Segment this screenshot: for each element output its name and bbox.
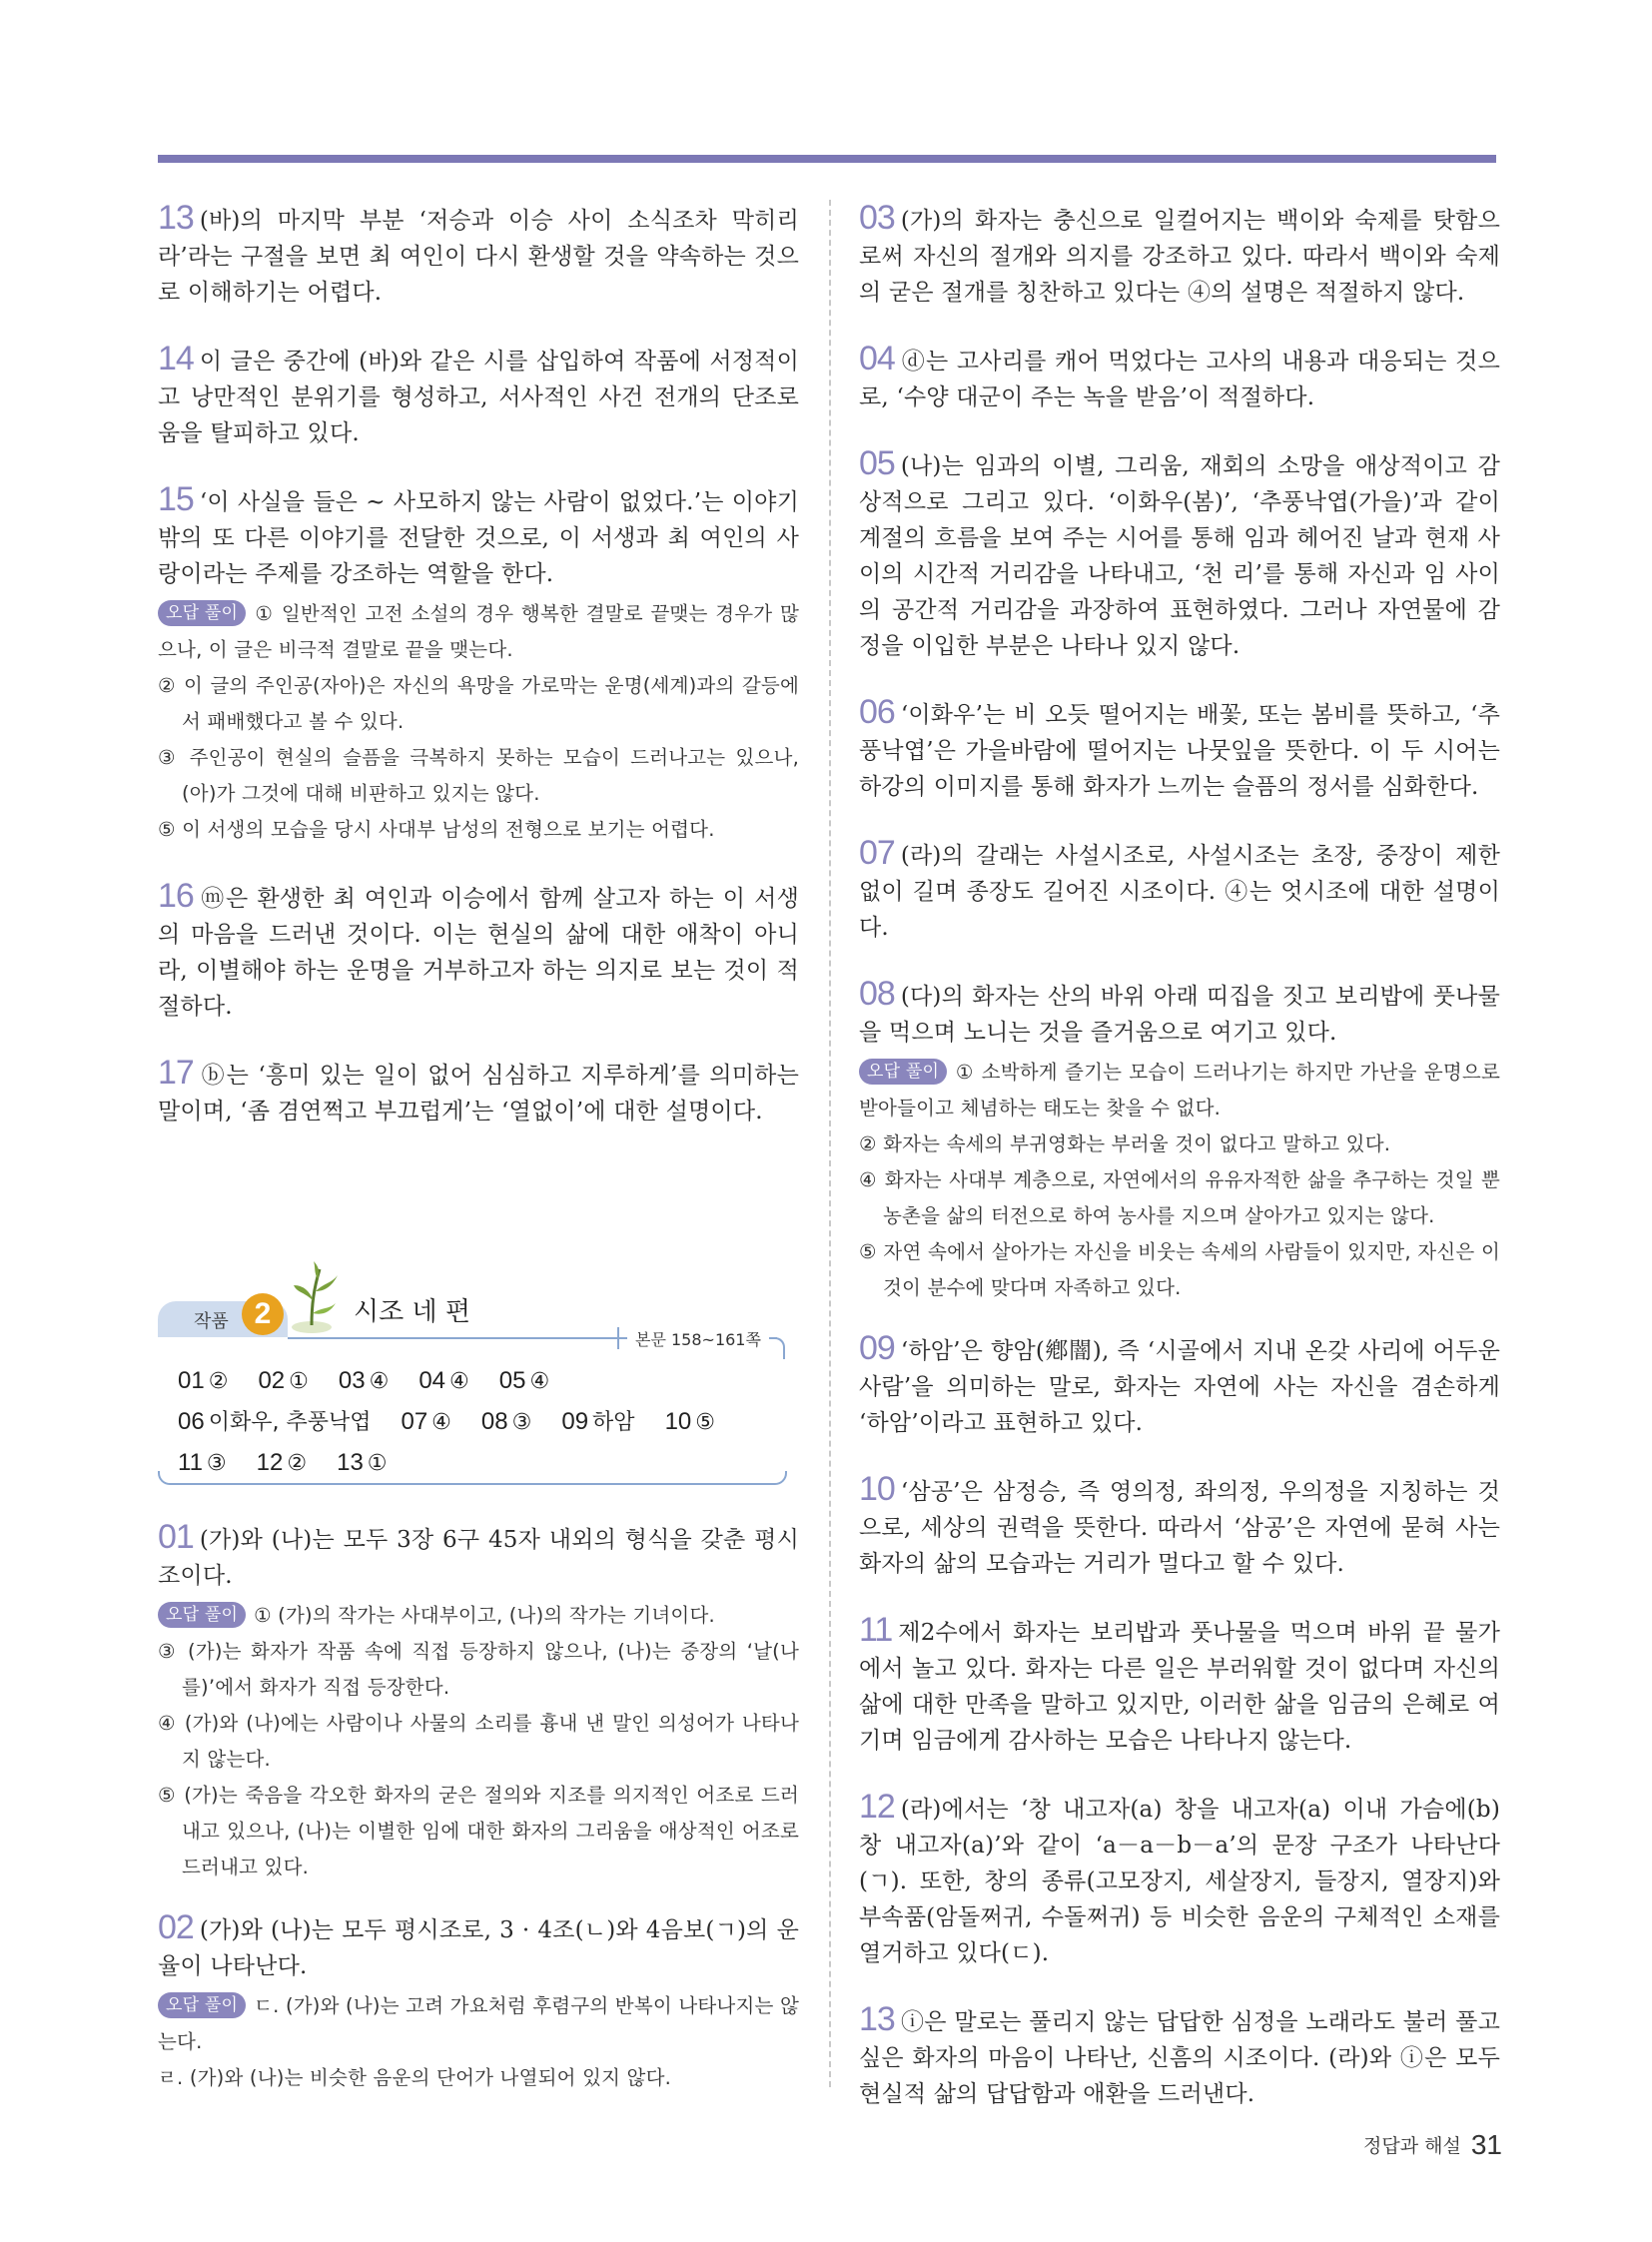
answer-number: 12: [256, 1449, 284, 1476]
item-text: (바)의 마지막 부분 ‘저승과 이승 사이 소식조차 막히리라’라는 구절을 보면 최 여인이 다시 환생할 것을 약속하는 것으로 이해하기는 어렵다.: [158, 208, 799, 306]
explanation-item: [859, 1471, 1500, 1582]
answer-key-box: [158, 1249, 799, 1479]
item-text: 제2수에서 화자는 보리밥과 풋나물을 먹으며 바위 끝 물가에서 놀고 있다. 화자는 다른 일은 부러워할 것이 없다며 자신의 삶에 대한 만족을 말하고 있지만, 이러한 삶을 임금의 은혜로 여기며 임금에게 감사하는 모습은 나타나지 않는다.: [859, 1620, 1500, 1754]
answer-entry: [481, 1402, 531, 1443]
note-line: ⑤ 자연 속에서 살아가는 자신을 비웃는 속세의 사람들이 있지만, 자신은 이것이 분수에 맞다며 자족하고 있다.: [859, 1240, 1500, 1299]
item-number: 13: [158, 199, 194, 237]
item-number: 08: [859, 975, 895, 1013]
column-divider: [829, 200, 831, 2087]
note-line: ④ (가)와 (나)에는 사람이나 사물의 소리를 흉내 낸 말인 의성어가 나타나지 않는다.: [158, 1712, 799, 1771]
answer-number: 11: [178, 1449, 203, 1476]
note-text: ① 소박하게 즐기는 모습이 드러나기는 하지만 가난을 운명으로 받아들이고 체념하는 태도는 찾을 수 없다.: [859, 1061, 1500, 1120]
wrong-answer-badge: 오답 풀이: [158, 1992, 246, 2018]
answer-entry: [665, 1402, 715, 1443]
explanation-item: [158, 481, 799, 848]
explanation-item: [859, 976, 1500, 1306]
answer-list: [178, 1361, 777, 1484]
note-text: ① 일반적인 고전 소설의 경우 행복한 결말로 끝맺는 경우가 많으나, 이 글은 비극적 결말로 끝을 맺는다.: [158, 602, 799, 661]
item-text: ‘이화우’는 비 오듯 떨어지는 배꽃, 또는 봄비를 뜻하고, ‘추풍낙엽’은 가을바람에 떨어지는 나뭇잎을 뜻한다. 이 두 시어는 하강의 이미지를 통해 화자가 느끼는 슬픔의 정서를 심화한다.: [859, 702, 1500, 800]
answer-value: ②: [208, 1369, 229, 1394]
explanation-item: [859, 1612, 1500, 1759]
note-line: [158, 1598, 799, 1634]
explanation-item: [158, 200, 799, 311]
page-footer: [1363, 2129, 1502, 2161]
answer-entry: [561, 1402, 634, 1443]
note-text: ㄷ. (가)와 (나)는 고려 가요처럼 후렴구의 반복이 나타나지는 않는다.: [158, 1994, 799, 2053]
left-column: [158, 200, 799, 2126]
item-number: 10: [859, 1470, 895, 1508]
answer-number: 07: [401, 1408, 428, 1435]
work-number-badge: 2: [242, 1293, 284, 1335]
answer-entry: [401, 1402, 450, 1443]
answer-value: ④: [529, 1369, 550, 1394]
item-number: 14: [158, 340, 194, 377]
item-text: ⓜ은 환생한 최 여인과 이승에서 함께 살고자 하는 이 서생의 마음을 드러낸 것이다. 이는 현실의 삶에 대한 애착이 아니라, 이별해야 하는 운명을 거부하고자 하는 의지로 보는 것이 적절하다.: [158, 886, 799, 1020]
answer-value: ④: [449, 1369, 469, 1394]
answer-entry: [339, 1361, 389, 1402]
item-text: (가)의 화자는 충신으로 일컬어지는 백이와 숙제를 탓함으로써 자신의 절개와 의지를 강조하고 있다. 따라서 백이와 숙제의 굳은 절개를 칭찬하고 있다는 ④의 설명은 적절하지 않다.: [859, 208, 1500, 306]
answer-entry: [499, 1361, 549, 1402]
page-range: 본문 158~161쪽: [627, 1327, 769, 1350]
explanation-item: [859, 341, 1500, 415]
key-bottom-line: [158, 1471, 787, 1485]
item-number: 15: [158, 480, 194, 518]
answer-entry: [178, 1402, 371, 1443]
work-title: 시조 네 편: [354, 1297, 470, 1327]
item-text: ⓓ는 고사리를 캐어 먹었다는 고사의 내용과 대응되는 것으로, ‘수양 대군이 주는 녹을 받음’이 적절하다.: [859, 349, 1500, 410]
item-text: ‘삼공’은 삼정승, 즉 영의정, 좌의정, 우의정을 지칭하는 것으로, 세상의 권력을 뜻한다. 따라서 ‘삼공’은 자연에 묻혀 사는 화자의 삶의 모습과는 거리가 멀다고 할 수 있다.: [859, 1479, 1500, 1577]
answer-number: 02: [258, 1367, 286, 1394]
answer-value: 하암: [592, 1410, 635, 1435]
item-number: 03: [859, 199, 895, 237]
item-text: (라)의 갈래는 사설시조로, 사설시조는 초장, 중장이 제한 없이 길며 종장도 길어진 시조이다. ④는 엇시조에 대한 설명이다.: [859, 843, 1500, 941]
explanation-item: [859, 1789, 1500, 1971]
wrong-answer-notes: [158, 1598, 799, 1885]
answer-value: ⑤: [695, 1410, 715, 1435]
key-hook: [773, 1337, 785, 1359]
item-number: 17: [158, 1054, 194, 1092]
item-text: (나)는 임과의 이별, 그리움, 재회의 소망을 애상적이고 감상적으로 그리고 있다. ‘이화우(봄)’, ‘추풍낙엽(가을)’과 같이 계절의 흐름을 보여 주는 시어를 통해 임과 헤어진 날과 현재 사이의 시간적 거리감을 나타내고, ‘천 리’를 통해 자신과 임 사이의 공간적 거리감을 과장하여 표현하였다. 그러나 자연물에 감정을 이입한 부분은 나타나 있지 않다.: [859, 453, 1500, 659]
note-line: ② 이 글의 주인공(자아)은 자신의 욕망을 가로막는 운명(세계)과의 갈등에서 패배했다고 볼 수 있다.: [158, 674, 799, 733]
item-number: 16: [158, 877, 194, 915]
explanation-item: [859, 1330, 1500, 1441]
right-column: [859, 200, 1500, 2142]
item-number: 06: [859, 693, 895, 731]
answer-number: 03: [338, 1367, 366, 1394]
note-line: ㄹ. (가)와 (나)는 비슷한 음운의 단어가 나열되어 있지 않다.: [158, 2066, 672, 2089]
answer-number: 09: [561, 1408, 589, 1435]
note-line: [158, 1988, 799, 2060]
note-line: ② 화자는 속세의 부귀영화는 부러울 것이 없다고 말하고 있다.: [859, 1132, 1391, 1155]
explanation-item: [158, 341, 799, 451]
answer-value: ②: [287, 1451, 308, 1476]
item-number: 11: [859, 1611, 893, 1649]
wrong-answer-badge: 오답 풀이: [158, 1602, 246, 1628]
explanation-item: [859, 694, 1500, 805]
answer-value: ③: [206, 1451, 227, 1476]
sprout-icon: [290, 1261, 350, 1333]
answer-number: 10: [664, 1408, 692, 1435]
item-text: (가)와 (나)는 모두 평시조로, 3 · 4조(ㄴ)와 4음보(ㄱ)의 운율이 나타난다.: [158, 1917, 799, 1979]
answer-number: 01: [178, 1367, 205, 1394]
note-text: ① (가)의 작가는 사대부이고, (나)의 작가는 기녀이다.: [254, 1604, 715, 1627]
item-number: 02: [158, 1908, 194, 1946]
explanation-item: [158, 1909, 799, 2096]
wrong-answer-notes: [158, 1988, 799, 2096]
top-rule: [158, 155, 1496, 163]
answer-value: ④: [431, 1410, 451, 1435]
answer-value: ①: [289, 1369, 309, 1394]
answer-value: 이화우, 추풍낙엽: [208, 1410, 372, 1435]
note-line: [859, 1055, 1500, 1126]
note-line: ③ 주인공이 현실의 슬픔을 극복하지 못하는 모습이 드러나고는 있으나, (아)가 그것에 대해 비판하고 있지는 않다.: [158, 746, 799, 805]
footer-label: 정답과 해설: [1363, 2135, 1461, 2157]
item-number: 01: [158, 1518, 194, 1556]
explanation-item: [859, 835, 1500, 946]
answer-value: ④: [369, 1369, 390, 1394]
item-number: 07: [859, 834, 895, 872]
wrong-answer-badge: 오답 풀이: [859, 1059, 947, 1085]
item-text: (가)와 (나)는 모두 3장 6구 45자 내외의 형식을 갖춘 평시조이다.: [158, 1527, 799, 1589]
item-number: 09: [859, 1329, 895, 1367]
note-line: ③ (가)는 화자가 작품 속에 직접 등장하지 않으나, (나)는 중장의 ‘날(나를)’에서 화자가 직접 등장한다.: [158, 1640, 799, 1699]
explanation-item: [859, 445, 1500, 664]
answer-number: 06: [178, 1408, 205, 1435]
item-text: ⓑ는 ‘흥미 있는 일이 없어 심심하고 지루하게’를 의미하는 말이며, ‘좀 겸연쩍고 부끄럽게’는 ‘열없이’에 대한 설명이다.: [158, 1063, 799, 1124]
answer-value: ③: [511, 1410, 532, 1435]
answer-entry: [178, 1361, 228, 1402]
wrong-answer-badge: 오답 풀이: [158, 600, 246, 626]
item-number: 04: [859, 340, 895, 377]
note-line: ④ 화자는 사대부 계층으로, 자연에서의 유유자적한 삶을 추구하는 것일 뿐 농촌을 삶의 터전으로 하여 농사를 지으며 살아가고 있지는 않다.: [859, 1168, 1500, 1227]
note-line: ⑤ 이 서생의 모습을 당시 사대부 남성의 전형으로 보기는 어렵다.: [158, 818, 715, 841]
explanation-item: [859, 200, 1500, 311]
item-number: 05: [859, 444, 895, 482]
work-tab-label: 작품: [194, 1311, 229, 1332]
item-text: ‘하암’은 향암(鄕闇), 즉 ‘시골에서 지내 온갖 사리에 어두운 사람’을 의미하는 말로, 화자는 자연에 사는 자신을 겸손하게 ‘하암’이라고 표현하고 있다.: [859, 1338, 1500, 1436]
explanation-item: [859, 2001, 1500, 2112]
answer-number: 05: [498, 1367, 526, 1394]
wrong-answer-notes: [158, 596, 799, 848]
page-number: 31: [1470, 2129, 1502, 2160]
explanation-item: [158, 1519, 799, 1885]
answer-entry: [258, 1361, 308, 1402]
explanation-item: [158, 878, 799, 1025]
item-text: ⓘ은 말로는 풀리지 않는 답답한 심정을 노래라도 불러 풀고 싶은 화자의 마음이 나타난, 신흠의 시조이다. (라)와 ⓘ은 모두 현실적 삶의 답답함과 애환을 드러낸다.: [859, 2009, 1500, 2107]
note-line: [158, 596, 799, 668]
item-number: 13: [859, 2000, 895, 2038]
item-text: (라)에서는 ‘창 내고자(a) 창을 내고자(a) 이내 가슴에(b) 창 내고자(a)’와 같이 ‘a－a－b－a’의 문장 구조가 나타난다(ㄱ). 또한, 창의 종류(고모장지, 세살장지, 들장지, 열장지)와 부속품(암돌쩌귀, 수돌쩌귀) 등 비슷한 음운의 구체적인 소재를 열거하고 있다(ㄷ).: [859, 1797, 1500, 1966]
item-number: 12: [859, 1788, 895, 1826]
answer-entry: [418, 1361, 468, 1402]
answer-value: ①: [367, 1451, 388, 1476]
answer-number: 08: [480, 1408, 508, 1435]
note-line: ⑤ (가)는 죽음을 각오한 화자의 굳은 절의와 지조를 의지적인 어조로 드러내고 있으나, (나)는 이별한 임에 대한 화자의 그리움을 애상적인 어조로 드러내고 있다.: [158, 1784, 799, 1878]
item-text: 이 글은 중간에 (바)와 같은 시를 삽입하여 작품에 서정적이고 낭만적인 분위기를 형성하고, 서사적인 사건 전개의 단조로움을 탈피하고 있다.: [158, 349, 799, 446]
item-text: (다)의 화자는 산의 바위 아래 띠집을 짓고 보리밥에 풋나물을 먹으며 노니는 것을 즐거움으로 여기고 있다.: [859, 984, 1500, 1046]
explanation-item: [158, 1055, 799, 1129]
answer-number: 04: [418, 1367, 446, 1394]
pages-bar: [617, 1327, 619, 1349]
item-text: ‘이 사실을 들은 ~ 사모하지 않는 사람이 없었다.’는 이야기 밖의 또 다른 이야기를 전달한 것으로, 이 서생과 최 여인의 사랑이라는 주제를 강조하는 역할을 한다.: [158, 489, 799, 587]
answer-number: 13: [337, 1449, 364, 1476]
wrong-answer-notes: [859, 1055, 1500, 1306]
